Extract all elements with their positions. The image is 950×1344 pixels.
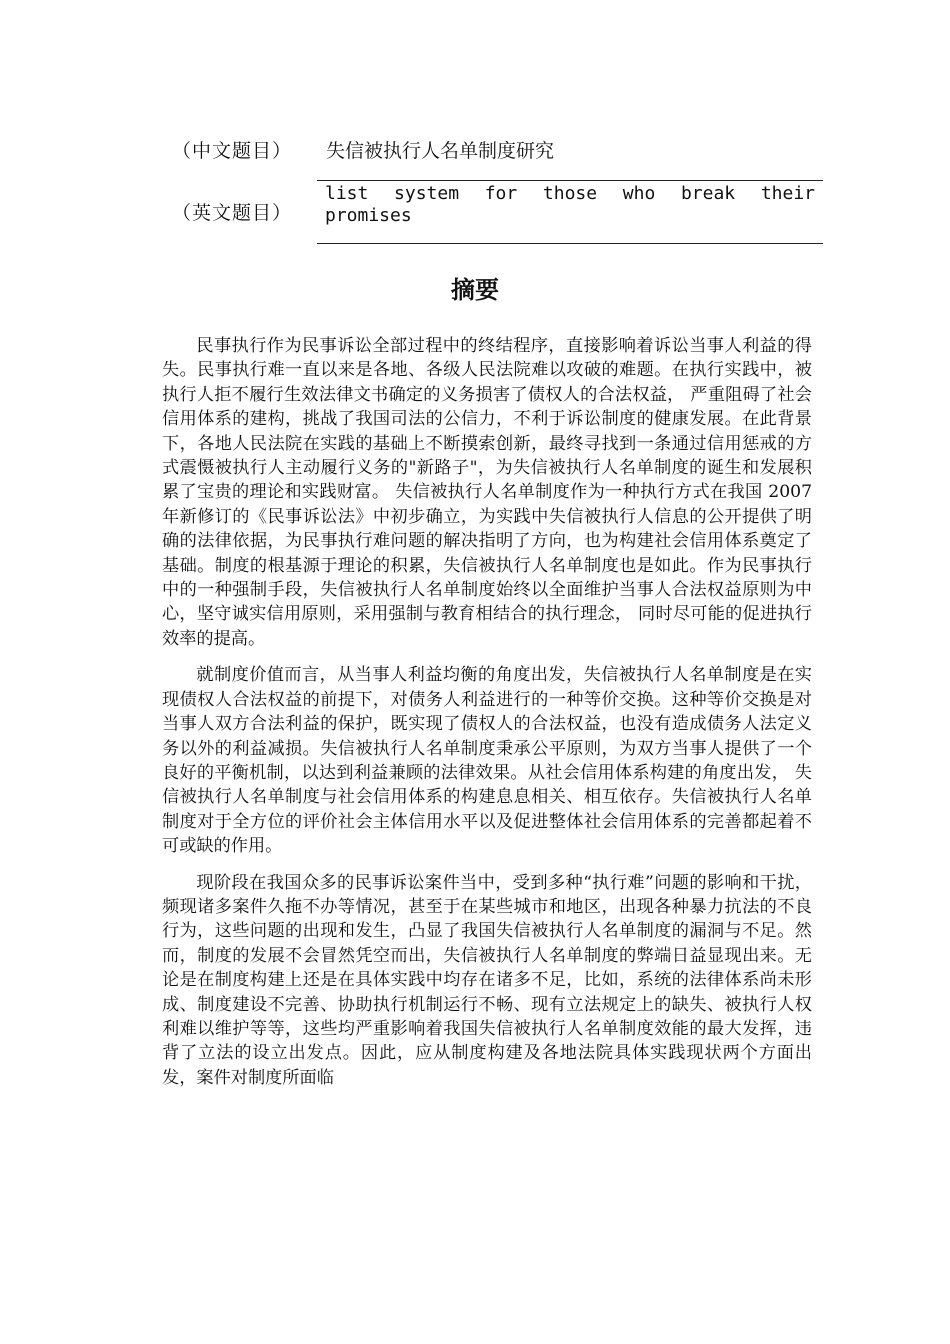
chinese-title-label: （中文题目） [172,140,293,162]
english-title-row [172,180,824,244]
abstract-heading: 摘要 [451,276,499,304]
title-block [172,136,824,244]
chinese-title: 失信被执行人名单制度研究 [326,140,555,162]
english-title: list system for those who break their promises [325,183,815,226]
chinese-title-row [172,136,824,166]
abstract-body [162,334,812,1102]
abstract-paragraph-3: 现阶段在我国众多的民事诉讼案件当中，受到多种“执行难”问题的影响和干扰，频现诸多案件久拖不办等情况，甚至于在某些城市和地区，出现各种暴力抗法的不良行为，这些问题的出现和发生，凸显了我国失信被执行人名单制度的漏洞与不足。然而，制度的发展不会冒然凭空而出，失信被执行人名单制度的弊端日益显现出来。无论是在制度构建上还是在具体实践中均存在诸多不足，比如，系统的法律体系尚未形成、制度建设不完善、协助执行机制运行不畅、现有立法规定上的缺失、被执行人权利难以维护等等，这些均严重影响着我国失信被执行人名单制度效能的最大发挥，违背了立法的设立出发点。因此，应从制度构建及各地法院具体实践现状两个方面出发，案件对制度所面临 [162,872,812,1088]
abstract-paragraph-2: 就制度价值而言，从当事人利益均衡的角度出发，失信被执行人名单制度是在实现债权人合法权益的前提下，对债务人利益进行的一种等价交换。这种等价交换是对当事人双方合法利益的保护，既实现了债权人的合法权益，也没有造成债务人法定义务以外的利益减损。失信被执行人名单制度秉承公平原则，为双方当事人提供了一个良好的平衡机制，以达到利益兼顾的法律效果。从社会信用体系构建的角度出发， 失信被执行人名单制度与社会信用体系的构建息息相关、相互依存。失信被执行人名单制度对于全方位的评价社会主体信用水平以及促进整体社会信用体系的完善都起着不可或缺的作用。 [162,665,812,857]
abstract-paragraph-1: 民事执行作为民事诉讼全部过程中的终结程序，直接影响着诉讼当事人利益的得失。民事执行难一直以来是各地、各级人民法院难以攻破的难题。在执行实践中，被执行人拒不履行生效法律文书确定的义务损害了债权人的合法权益， 严重阻碍了社会信用体系的建构，挑战了我国司法的公信力，不利于诉讼制度的健康发展。在此背景下，各地人民法院在实践的基础上不断摸索创新，最终寻找到一条通过信用惩戒的方式震慑被执行人主动履行义务的"新路子"，为失信被执行人名单制度的诞生和发展积累了宝贵的理论和实践财富。 失信被执行人名单制度作为一种执行方式在我国 2007 年新修订的《民事诉讼法》中初步确立，为实践中失信被执行人信息的公开提供了明确的法律依据，为民事执行难问题的解决指明了方向，也为构建社会信用体系奠定了基础。制度的根基源于理论的积累，失信被执行人名单制度也是如此。作为民事执行中的一种强制手段，失信被执行人名单制度始终以全面维护当事人合法权益原则为中心，坚守诚实信用原则，采用强制与教育相结合的执行理念， 同时尽可能的促进执行效率的提高。 [162,336,812,649]
english-title-box [317,180,823,244]
english-title-label: （英文题目） [172,202,293,224]
